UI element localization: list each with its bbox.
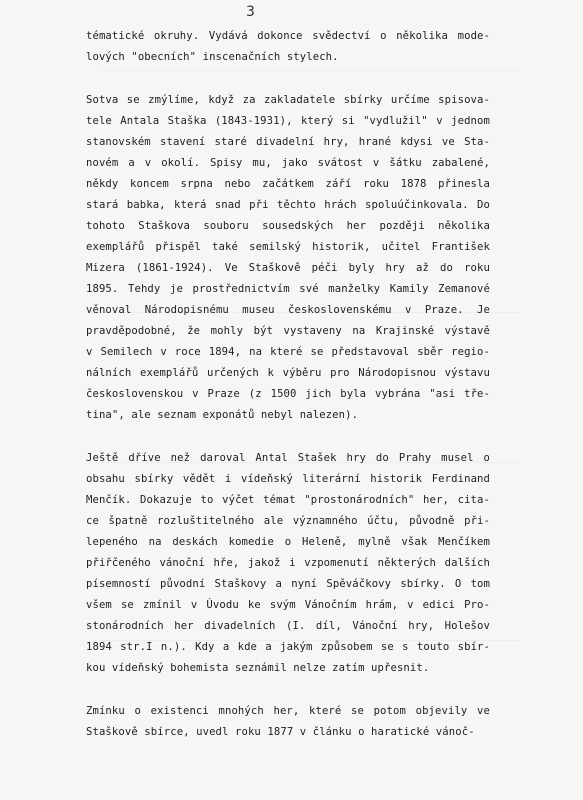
paragraph-gap: [86, 68, 490, 90]
text-line: přiřčeného vánoční hře, jakož i vzpomenutí některých dalších: [86, 557, 490, 569]
text-line: někdy koncem srpna nebo začátkem září roku 1878 přinesla: [86, 178, 490, 190]
text-line: Sotva se zmýlíme, když za zakladatele sbírky určíme spisova-: [86, 94, 490, 106]
text-line: ce špatně rozluštitelného ale významného účtu, původně při-: [86, 515, 490, 527]
paragraph-gap: [86, 679, 490, 701]
text-line: lových "obecních" inscenačních stylech.: [86, 51, 339, 63]
text-line: Menčík. Dokazuje to výčet témat "prostonárodních" her, cita-: [86, 494, 490, 506]
text-line: stanovském stavení staré divadelní hry, hrané kdysi ve Sta-: [86, 136, 490, 148]
text-line: obsahu sbírky vědět i vídeňský literární historik Ferdinand: [86, 473, 490, 485]
text-line: Mizera (1861-1924). Ve Staškově péči byly hry až do roku: [86, 262, 490, 274]
text-line: československou v Praze (z 1500 jich byla vybrána "asi tře-: [86, 388, 490, 400]
text-line: Ještě dříve než daroval Antal Stašek hry do Prahy musel o: [86, 452, 490, 464]
text-line: věnoval Národopisnému museu československému v Praze. Je: [86, 304, 490, 316]
text-line: Zmínku o existenci mnohých her, které se potom objevily ve: [86, 705, 490, 717]
text-line: tina", ale seznam exponátů nebyl nalezen).: [86, 409, 359, 421]
text-line: písemností původní Staškovy a nyní Spěváčkovy sbírky. O tom: [86, 578, 490, 590]
text-line: stará babka, která snad při těchto hrách spoluúčinkovala. Do: [86, 199, 490, 211]
text-line: pravděpodobné, že mohly být vystaveny na Krajinské výstavě: [86, 325, 490, 337]
text-line: kou vídeňský bohemista seznámil nelze zatím upřesnit.: [86, 662, 430, 674]
document-body: [86, 26, 490, 743]
text-line: exemplářů přispěl také semilský historik, učitel František: [86, 241, 490, 253]
page-number: 3: [246, 4, 255, 20]
paragraph: [86, 26, 490, 68]
text-line: tématické okruhy. Vydává dokonce svědectví o několika mode-: [86, 30, 490, 42]
text-line: 1895. Tehdy je prostřednictvím své manželky Kamily Zemanové: [86, 283, 490, 295]
text-line: v Semilech v roce 1894, na které se představoval sběr regio-: [86, 346, 490, 358]
paragraph: [86, 701, 490, 743]
text-line: 1894 str.I n.). Kdy a kde a jakým způsobem se s touto sbír-: [86, 641, 490, 653]
paragraph-gap: [86, 426, 490, 448]
text-line: novém a v okolí. Spisy mu, jako svátost v šátku zabalené,: [86, 157, 490, 169]
paragraph: [86, 448, 490, 679]
text-line: všem se zmínil v Úvodu ke svým Vánočním hrám, v edici Pro-: [86, 599, 490, 611]
text-line: Staškově sbírce, uvedl roku 1877 v článku o haratické vánoč-: [86, 726, 475, 738]
text-line: nálních exemplářů určených k výběru pro Národopisnou výstavu: [86, 367, 490, 379]
text-line: lepeného na deskách komedie o Heleně, mylně však Menčíkem: [86, 536, 490, 548]
text-line: tele Antala Staška (1843-1931), který si "vydlužil" v jednom: [86, 115, 490, 127]
text-line: stonárodních her divadelních (I. díl, Vánoční hry, Holešov: [86, 620, 490, 632]
paragraph: [86, 90, 490, 426]
text-line: tohoto Staškova souboru sousedských her později několika: [86, 220, 490, 232]
